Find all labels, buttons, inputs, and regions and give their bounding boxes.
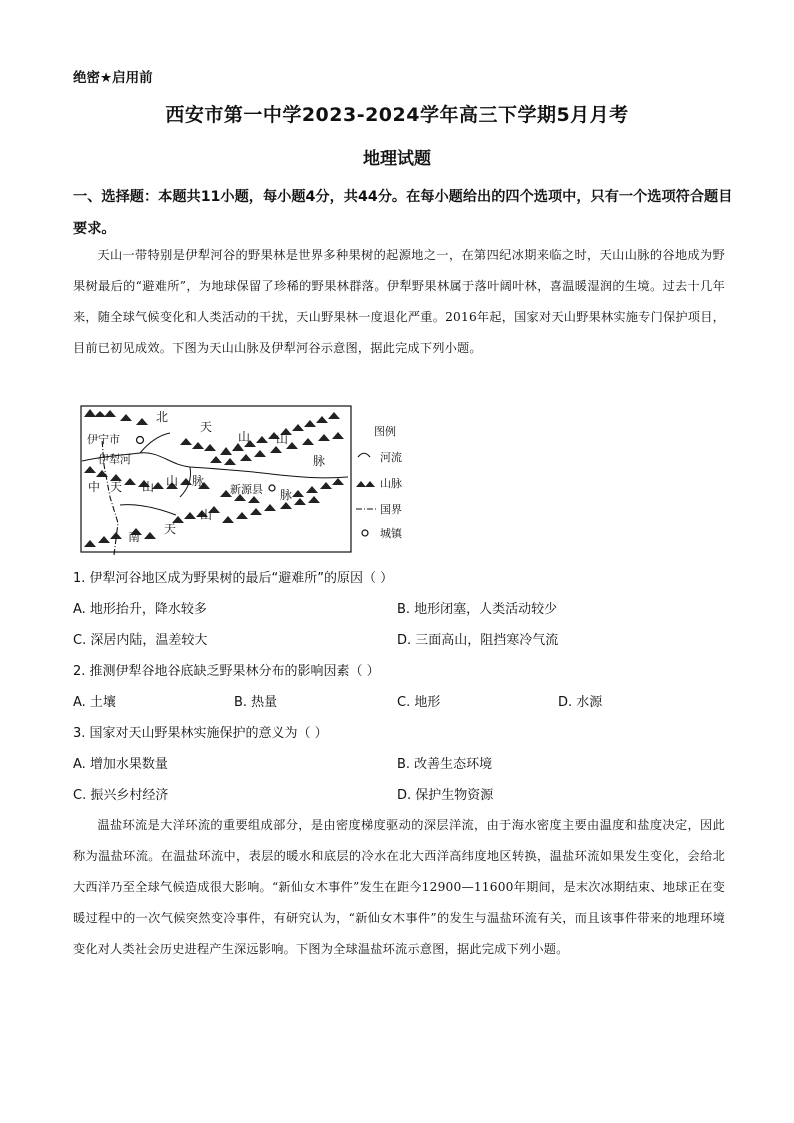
map-legend [356,424,403,540]
map-frame [81,406,351,552]
xinyuan-town-icon [269,485,275,491]
label-xinyuan: 新源县 [230,483,263,496]
confidential-mark: 绝密★启用前 [73,70,153,86]
legend-title: 图例 [374,425,396,438]
label-nan: 南 [128,530,141,544]
label-zhong: 中 [88,480,101,494]
label-tian-1: 天 [200,420,213,434]
label-shan-4: 山 [166,474,179,488]
section-instruction: 一、选择题：本题共11小题，每小题4分，共44分。在每小题给出的四个选项中，只有一个选项符合题目要求。 [73,189,733,237]
question-3-option-a[interactable]: A. 增加水果数量 [73,757,168,772]
tianshan-map [80,405,418,555]
question-1-stem: 1. 伊犁河谷地区成为野果树的最后“避难所”的原因（ ） [73,571,394,586]
legend-river-icon [358,453,370,457]
label-shan-1: 山 [238,430,251,444]
question-3-option-c[interactable]: C. 振兴乡村经济 [73,788,169,803]
question-3-stem: 3. 国家对天山野果林实施保护的意义为（ ） [73,726,328,741]
label-shan-3: 山 [142,480,155,494]
question-1-option-a[interactable]: A. 地形抬升，降水较多 [73,602,207,617]
label-tian-3: 天 [164,522,177,536]
question-2-stem: 2. 推测伊犁谷地谷底缺乏野果林分布的影响因素（ ） [73,664,380,679]
label-shan-5: 山 [200,508,213,522]
passage-thermohaline: 温盐环流是大洋环流的重要组成部分，是由密度梯度驱动的深层洋流，由于海水密度主要由温度和盐度决定，因此称为温盐环流。在温盐环流中，表层的暖水和底层的冷水在北大西洋高纬度地区转换，温盐环流如果发生变化，会给北大西洋乃至全球气候造成很大影响。“新仙女木事件”发生在距今12900—11600年期间，是末次冰期结束、地球正在变暖过程中的一次气候突然变冷事件，有研究认为，“新仙女木事件”的发生与温盐环流有关，而且该事件带来的地理环境变化对人类社会历史进程产生深远影响。下图为全球温盐环流示意图，据此完成下列小题。 [73,818,725,956]
legend-border: 国界 [380,503,402,516]
yining-town-icon [137,437,144,444]
label-mai-1: 脉 [313,454,326,468]
exam-subject: 地理试题 [363,149,431,169]
question-1-option-b[interactable]: B. 地形闭塞，人类活动较少 [397,602,558,617]
question-1-option-d[interactable]: D. 三面高山，阻挡寒冷气流 [397,633,559,648]
label-yining: 伊宁市 [87,433,120,446]
question-2-option-d[interactable]: D. 水源 [558,695,603,710]
passage-tianshan: 天山一带特别是伊犁河谷的野果林是世界多种果树的起源地之一，在第四纪冰期来临之时，天山山脉的谷地成为野果树最后的“避难所”，为地球保留了珍稀的野果林群落。伊犁野果林属于落叶阔叶林，喜温暖湿润的生境。过去十几年来，随全球气候变化和人类活动的干扰，天山野果林一度退化严重。2016年起，国家对天山野果林实施专门保护项目，目前已初见成效。下图为天山山脉及伊犁河谷示意图，据此完成下列小题。 [73,248,725,355]
legend-town: 城镇 [380,527,402,540]
label-tian-2: 天 [110,480,123,494]
legend-river: 河流 [380,451,402,464]
label-mai-3: 脉 [280,488,293,502]
question-3-option-b[interactable]: B. 改善生态环境 [397,757,493,772]
label-mai-2: 脉 [192,474,205,488]
legend-mountain: 山脉 [380,477,402,490]
question-2-option-c[interactable]: C. 地形 [397,695,441,710]
label-shan-2: 山 [276,432,289,446]
exam-title: 西安市第一中学2023-2024学年高三下学期5月月考 [165,104,629,126]
legend-mountain-icon [356,481,366,487]
question-2-option-b[interactable]: B. 热量 [234,695,278,710]
question-2-option-a[interactable]: A. 土壤 [73,695,116,710]
label-yili-river: 伊犁河 [98,453,131,466]
question-3-option-d[interactable]: D. 保护生物资源 [397,788,494,803]
legend-town-icon [362,530,368,536]
question-1-option-c[interactable]: C. 深居内陆，温差较大 [73,633,208,648]
label-north: 北 [156,410,169,424]
